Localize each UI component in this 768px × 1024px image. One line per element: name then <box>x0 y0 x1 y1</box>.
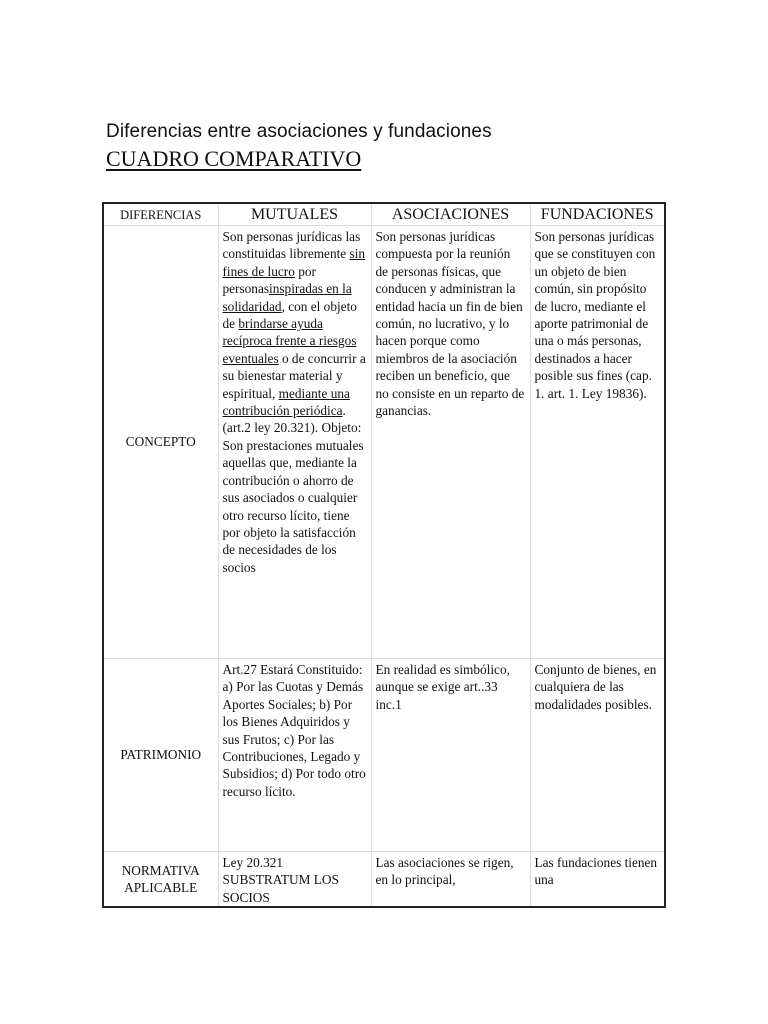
underlined-text: inspiradas en la solidaridad <box>222 281 352 314</box>
text-segment: o de concurrir a su bienestar material y espiritual, <box>222 350 366 401</box>
cell-concepto-fundaciones: Son personas jurídicas que se constituyen con un objeto de bien común, sin propósito de lucro, mediante el aporte patrimonial de una o más personas, destinados a hacer posible sus fines (cap. 1. art. 1. Ley 19836). <box>530 226 665 659</box>
row-label-patrimonio: PATRIMONIO <box>103 659 218 852</box>
document-subtitle: CUADRO COMPARATIVO <box>106 146 362 171</box>
table-row-normativa <box>103 852 665 908</box>
comparison-table <box>102 202 666 908</box>
cell-normativa-fundaciones: Las fundaciones tienen una <box>530 852 665 908</box>
cell-patrimonio-mutuales: Art.27 Estará Constituido: a) Por las Cuotas y Demás Aportes Sociales; b) Por los Bienes Adquiridos y sus Frutos; c) Por las Contribuciones, Legado y Subsidios; d) Por todo otro recurso lícito. <box>218 659 371 852</box>
cell-normativa-mutuales: Ley 20.321 SUBSTRATUM LOS SOCIOS <box>218 852 371 908</box>
cell-normativa-asociaciones: Las asociaciones se rigen, en lo principal, <box>371 852 530 908</box>
table-header-row <box>103 203 665 226</box>
text-segment: Son personas jurídicas las constituidas libremente <box>222 229 361 262</box>
cell-concepto-asociaciones: Son personas jurídicas compuesta por la reunión de personas físicas, que conducen y administran la entidad hacia un fin de bien común, no lucrativo, y lo hacen porque como miembros de la asociación reciben un beneficio, que no consiste en un reparto de ganancias. <box>371 226 530 659</box>
header-mutuales: MUTUALES <box>218 203 371 226</box>
table-row-patrimonio <box>103 659 665 852</box>
text-segment: por personas <box>222 263 316 297</box>
underlined-text: mediante una contribución periódica <box>222 385 350 419</box>
cell-patrimonio-asociaciones: En realidad es simbólico, aunque se exige art..33 inc.1 <box>371 659 530 852</box>
cell-concepto-mutuales <box>218 226 371 659</box>
row-label-concepto: CONCEPTO <box>103 226 218 659</box>
text-segment: .(art.2 ley 20.321). Objeto: Son prestaciones mutuales aquellas que, mediante la contribución o ahorro de sus asociados o cualquier otro recurso lícito, tiene por objeto la satisfacción de necesidades de los socios <box>222 403 364 575</box>
cell-patrimonio-fundaciones: Conjunto de bienes, en cualquiera de las modalidades posibles. <box>530 659 665 852</box>
text-segment: , con el objeto de <box>222 298 357 332</box>
row-label-normativa: NORMATIVA APLICABLE <box>103 852 218 908</box>
header-diferencias: DIFERENCIAS <box>103 203 218 226</box>
header-fundaciones: FUNDACIONES <box>530 203 665 226</box>
document-title: Diferencias entre asociaciones y fundaciones <box>106 121 492 142</box>
underlined-text: brindarse ayuda recíproca frente a riesgos eventuales <box>222 316 357 366</box>
underlined-text: sin fines de lucro <box>222 246 366 279</box>
table-row-concepto <box>103 226 665 659</box>
header-asociaciones: ASOCIACIONES <box>371 203 530 226</box>
